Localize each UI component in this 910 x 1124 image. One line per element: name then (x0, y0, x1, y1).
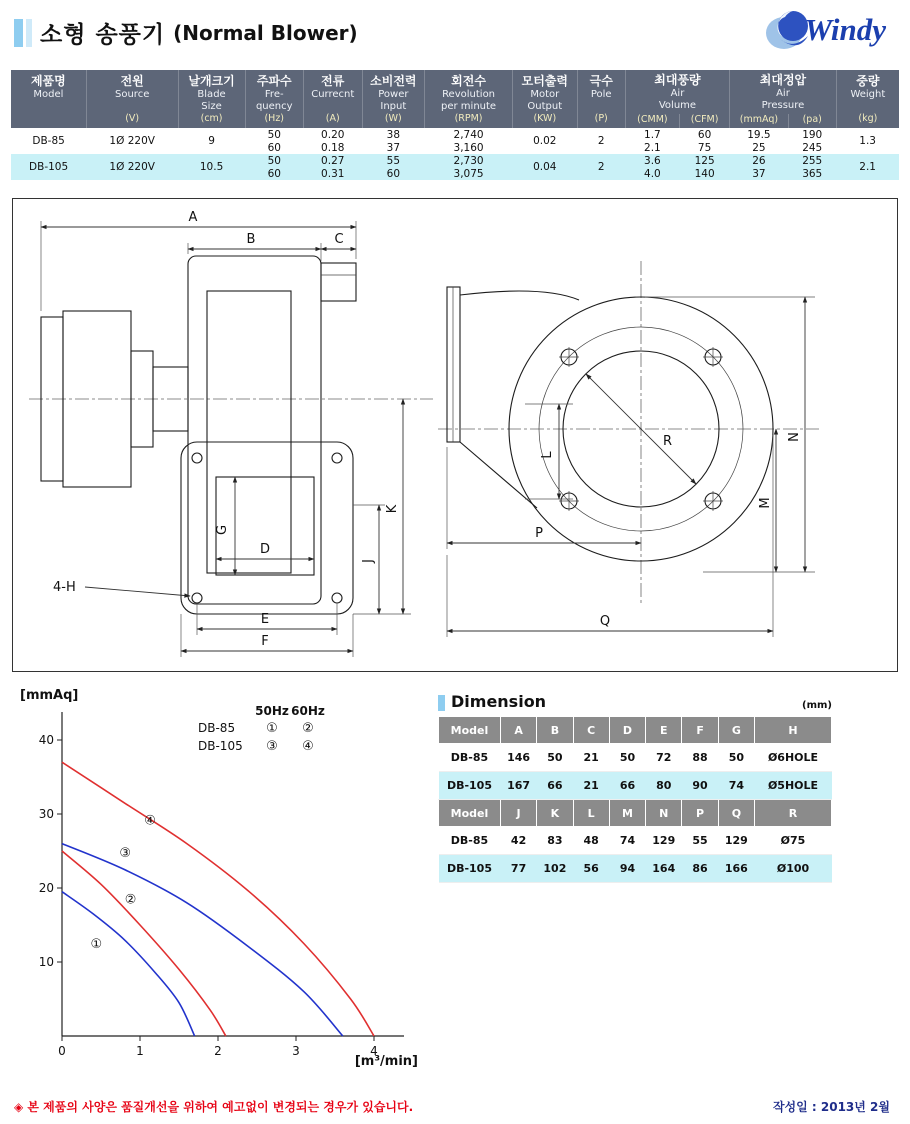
spec-cell: 3,075 (425, 167, 513, 180)
title-korean: 소형 송풍기 (40, 22, 166, 48)
dim-header-cell: G (718, 717, 754, 744)
unit-cmm: (CMM) (625, 114, 679, 128)
spec-cell: 2.1 (625, 141, 679, 154)
spec-row-db85-50hz (11, 128, 899, 141)
spec-cell: 60 (245, 141, 304, 154)
dim-model-cell: DB-85 (439, 827, 501, 855)
dimension-row-db85-1 (439, 744, 832, 772)
spec-cell: 55 (362, 154, 425, 167)
dim-cell: 86 (682, 855, 718, 883)
dim-cell: Ø100 (755, 855, 832, 883)
curve-label: ④ (144, 813, 156, 829)
chart-legend (198, 704, 326, 754)
spec-cell: 2 (577, 154, 625, 180)
dimension-accent-icon (438, 695, 445, 711)
dimension-title-row (438, 692, 832, 711)
legend-symbol-1: ① (266, 721, 278, 736)
spec-cell: 60 (362, 167, 425, 180)
curve-4 (62, 762, 374, 1036)
dim-cell: 166 (718, 855, 754, 883)
spec-cell: 26 (730, 154, 789, 167)
spec-cell: 2,740 (425, 128, 513, 141)
spec-cell: 255 (788, 154, 836, 167)
x-tick-label: 4 (370, 1044, 378, 1058)
dim-cell: 77 (500, 855, 536, 883)
spec-cell: 25 (730, 141, 789, 154)
dimension-row-db105-2 (439, 855, 832, 883)
title-accent-icon (14, 19, 32, 47)
dim-label-e: E (260, 612, 270, 627)
dim-header-cell: P (682, 800, 718, 827)
spec-col-model: 제품명 Model (11, 70, 86, 128)
y-tick-label: 30 (38, 807, 54, 821)
dim-header-cell: Model (439, 800, 501, 827)
dim-label-p: P (535, 526, 543, 541)
dim-label-g: G (215, 524, 230, 536)
dim-cell: 66 (609, 772, 645, 800)
spec-cell: 50 (245, 128, 304, 141)
dim-header-cell: Q (718, 800, 754, 827)
dim-label-f: F (261, 634, 269, 649)
spec-cell: 0.18 (304, 141, 363, 154)
spec-cell: 245 (788, 141, 836, 154)
title-english: (Normal Blower) (173, 20, 358, 45)
dim-header-cell: L (573, 800, 609, 827)
dim-header-cell: Model (439, 717, 501, 744)
dim-label-b: B (246, 232, 256, 247)
legend-col-50hz: 50Hz (255, 704, 289, 718)
dim-label-q: Q (599, 614, 611, 629)
dim-header-cell: K (537, 800, 573, 827)
dim-header-cell: M (609, 800, 645, 827)
dimension-row-db105-1 (439, 772, 832, 800)
spec-cell: 9 (178, 128, 245, 154)
dim-cell: Ø6HOLE (755, 744, 832, 772)
spec-cell: 0.31 (304, 167, 363, 180)
dim-cell: 90 (682, 772, 718, 800)
dimension-header-row-1 (439, 717, 832, 744)
dim-cell: 102 (537, 855, 573, 883)
dim-header-cell: N (646, 800, 682, 827)
spec-cell: 10.5 (178, 154, 245, 180)
spec-cell: 60 (680, 128, 730, 141)
page-title (14, 16, 358, 49)
x-tick-label: 2 (214, 1044, 222, 1058)
spec-cell: 38 (362, 128, 425, 141)
legend-symbol-2: ② (302, 721, 314, 736)
unit-cfm: (CFM) (680, 114, 730, 128)
dim-cell: Ø5HOLE (755, 772, 832, 800)
dim-cell: 55 (682, 827, 718, 855)
chart-x-axis-label: [m³/min] (354, 1054, 418, 1069)
footer-notice: ◈ 본 제품의 사양은 품질개선을 위하여 예고없이 변경되는 경우가 있습니다. (14, 1100, 414, 1114)
technical-drawing (13, 199, 895, 669)
spec-cell: 37 (362, 141, 425, 154)
legend-model-db105: DB-105 (198, 739, 243, 753)
spec-col-rpm: 회전수 Revolution per minute (RPM) (425, 70, 513, 128)
spec-col-motor-output: 모터출력 Motor Output (KW) (512, 70, 577, 128)
spec-header-row (11, 70, 899, 114)
dim-label-j: J (361, 559, 376, 563)
dim-header-cell: C (573, 717, 609, 744)
curve-label: ② (124, 892, 137, 908)
spec-col-pole: 극수 Pole (P) (577, 70, 625, 128)
dim-header-cell: B (537, 717, 573, 744)
right-view-dimensions (447, 297, 815, 637)
spec-cell: 140 (680, 167, 730, 180)
spec-cell: 60 (245, 167, 304, 180)
spec-cell: 0.02 (512, 128, 577, 154)
footer-date: 작성일 : 2013년 2월 (772, 1100, 890, 1114)
legend-col-60hz: 60Hz (291, 704, 325, 718)
y-tick-label: 20 (38, 881, 54, 895)
brand-logo (764, 6, 886, 54)
legend-symbol-3: ③ (266, 739, 278, 754)
dim-cell: 83 (537, 827, 573, 855)
spec-cell: 0.27 (304, 154, 363, 167)
dim-cell: 129 (718, 827, 754, 855)
unit-pa: (pa) (788, 114, 836, 128)
dim-cell: 74 (609, 827, 645, 855)
dim-header-cell: A (500, 717, 536, 744)
dim-cell: 48 (573, 827, 609, 855)
dim-model-cell: DB-85 (439, 744, 501, 772)
spec-cell: 1Ø 220V (86, 128, 178, 154)
dim-header-cell: H (755, 717, 832, 744)
spec-cell: 3.6 (625, 154, 679, 167)
dim-label-k: K (385, 504, 400, 514)
spec-col-source: 전원 Source (V) (86, 70, 178, 128)
dim-cell: 167 (500, 772, 536, 800)
spec-cell: 0.04 (512, 154, 577, 180)
spec-cell: 37 (730, 167, 789, 180)
dimension-row-db85-2 (439, 827, 832, 855)
dim-cell: 21 (573, 772, 609, 800)
spec-col-current: 전류 Currecnt (A) (304, 70, 363, 128)
spec-cell: 2 (577, 128, 625, 154)
dim-model-cell: DB-105 (439, 772, 501, 800)
dim-header-cell: J (500, 800, 536, 827)
spec-cell: 0.20 (304, 128, 363, 141)
spec-model-cell: DB-85 (11, 128, 86, 154)
spec-cell: 1Ø 220V (86, 154, 178, 180)
x-tick-label: 1 (136, 1044, 144, 1058)
dim-cell: Ø75 (755, 827, 832, 855)
dim-label-a: A (188, 210, 198, 225)
spec-cell: 19.5 (730, 128, 789, 141)
spec-col-power: 소비전력 Power Input (W) (362, 70, 425, 128)
spec-cell: 1.3 (836, 128, 899, 154)
spec-cell: 2.1 (836, 154, 899, 180)
right-view (438, 261, 819, 604)
dim-label-l: L (540, 451, 555, 459)
spec-cell: 3,160 (425, 141, 513, 154)
spec-col-air-volume: 최대풍량 Air Volume (625, 70, 729, 114)
curve-label: ③ (119, 845, 132, 861)
dim-cell: 50 (718, 744, 754, 772)
spec-col-blade: 날개크기 Blade Size (cm) (178, 70, 245, 128)
brand-name: Windy (804, 12, 886, 47)
dim-header-cell: D (609, 717, 645, 744)
spec-col-air-pressure: 최대정압 Air Pressure (730, 70, 837, 114)
x-tick-label: 3 (292, 1044, 300, 1058)
dim-cell: 146 (500, 744, 536, 772)
y-tick-label: 10 (38, 955, 54, 969)
curve-label: ① (90, 936, 103, 952)
dim-label-r: R (663, 434, 673, 449)
dim-label-4h: 4-H (53, 580, 76, 595)
legend-spacer (198, 704, 254, 718)
spec-cell: 190 (788, 128, 836, 141)
spec-col-frequency: 주파수 Fre- quency (Hz) (245, 70, 304, 128)
dim-header-cell: F (682, 717, 718, 744)
y-tick-label: 40 (38, 733, 54, 747)
dim-cell: 129 (646, 827, 682, 855)
dim-cell: 72 (646, 744, 682, 772)
dimension-table (438, 716, 832, 883)
dim-cell: 66 (537, 772, 573, 800)
dim-cell: 80 (646, 772, 682, 800)
legend-symbol-4: ④ (302, 739, 314, 754)
dim-label-c: C (334, 232, 344, 247)
dim-cell: 50 (537, 744, 573, 772)
spec-model-cell: DB-105 (11, 154, 86, 180)
legend-model-db85: DB-85 (198, 721, 236, 735)
unit-mmaq: (mmAq) (730, 114, 789, 128)
dim-cell: 74 (718, 772, 754, 800)
dim-header-cell: R (755, 800, 832, 827)
dimension-panel (438, 692, 832, 883)
technical-drawing-panel (12, 198, 898, 672)
spec-cell: 125 (680, 154, 730, 167)
dimension-unit-note: (mm) (802, 700, 832, 711)
dim-model-cell: DB-105 (439, 855, 501, 883)
dim-cell: 164 (646, 855, 682, 883)
spec-row-db105-50hz (11, 154, 899, 167)
performance-chart (10, 686, 434, 1086)
spec-cell: 1.7 (625, 128, 679, 141)
dim-cell: 88 (682, 744, 718, 772)
dim-label-d: D (259, 542, 271, 557)
spec-cell: 365 (788, 167, 836, 180)
dim-cell: 42 (500, 827, 536, 855)
chart-y-axis-label: [mmAq] (20, 688, 79, 703)
dimension-title: Dimension (451, 692, 547, 711)
spec-cell: 2,730 (425, 154, 513, 167)
spec-cell: 75 (680, 141, 730, 154)
x-tick-label: 0 (58, 1044, 66, 1058)
dimension-header-row-2 (439, 800, 832, 827)
dim-header-cell: E (646, 717, 682, 744)
dim-cell: 94 (609, 855, 645, 883)
dim-cell: 56 (573, 855, 609, 883)
dim-cell: 50 (609, 744, 645, 772)
dim-label-m: M (758, 497, 773, 509)
spec-cell: 4.0 (625, 167, 679, 180)
spec-col-weight: 중량 Weight (kg) (836, 70, 899, 128)
dim-label-n: N (787, 432, 802, 442)
spec-table (11, 70, 899, 180)
spec-cell: 50 (245, 154, 304, 167)
dim-cell: 21 (573, 744, 609, 772)
